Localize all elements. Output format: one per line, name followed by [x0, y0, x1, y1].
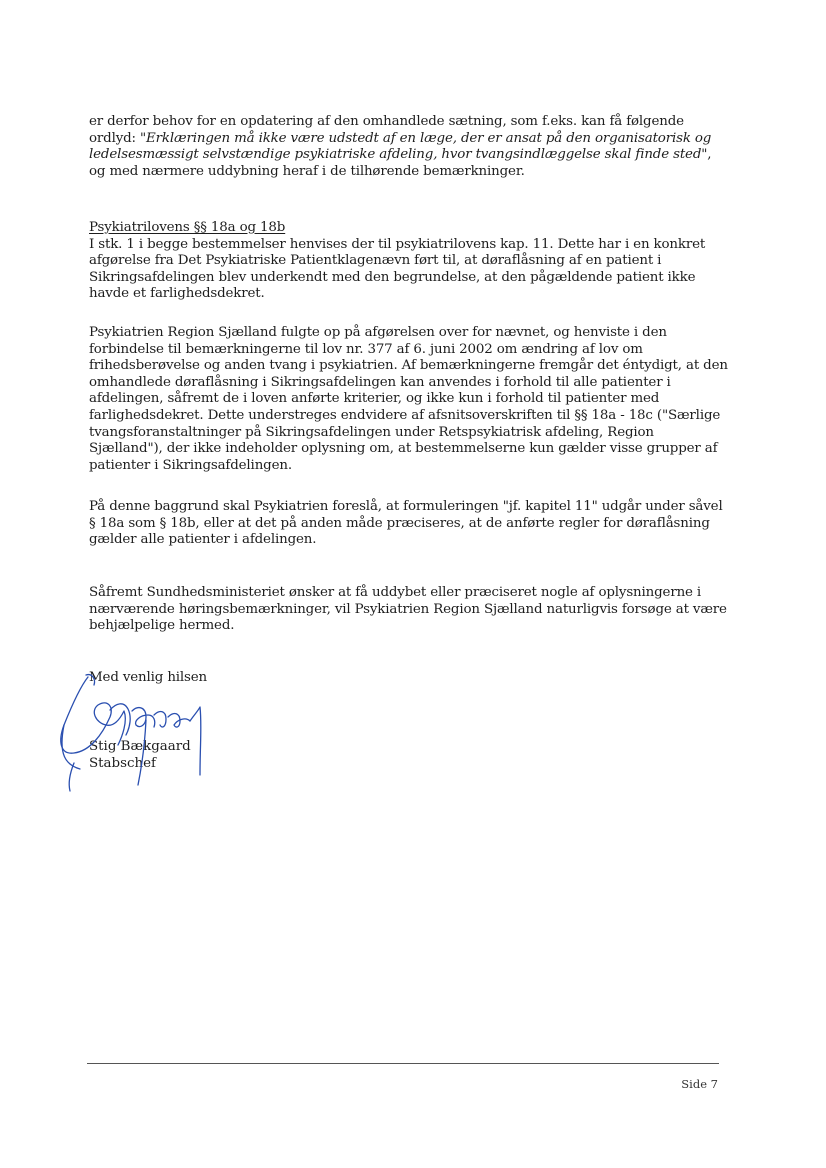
footer-divider — [87, 1063, 719, 1064]
paragraph-stk-1: I stk. 1 i begge bestemmelser henvises der til psykiatrilovens kap. 11. Dette har i en konkret afgørelse fra Det Psykiatriske Patientklagenævn ført til, at døraflåsning af en patient i Sikringsafdelingen blev underkendt med den begrundelse, at den pågældende patient ikke havde et farlighedsdekret. — [89, 236, 706, 302]
paragraph-follow-up-text: Psykiatrien Region Sjælland fulgte op på afgørelsen over for nævnet, og henviste i den forbindelse til bemærkningerne til lov nr. 377 af 6. juni 2002 om ændring af lov om frihedsberøvelse og anden tvang i psykiatrien. Af bemærkningerne fremgår det éntydigt, at den omhandlede døraflåsning i Sikringsafdelingen kan anvendes i forhold til alle patienter i afdelingen, såfremt de i loven anførte kriterier, og ikke kun i forhold til patienter med farlighedsdekret. Dette understreges endvidere af afsnitsoverskriften til §§ 18a - 18c ("Særlige tvangsforanstaltninger på Sikringsafdelingen under Retspsykiatrisk afdeling, Region Sjælland"), der ikke indeholder oplysning om, at bestemmelserne kun gælder visse grupper af patienter i Sikringsafdelingen. — [89, 325, 728, 473]
paragraph-follow-up — [89, 325, 729, 474]
handwritten-signature — [50, 665, 220, 800]
section-18a-18b — [89, 220, 729, 303]
paragraph-proposal — [89, 499, 729, 549]
greeting-text: Med venlig hilsen — [89, 670, 208, 685]
paragraph-lead: er derfor behov for en opdatering af den omhandlede sætning, som f.eks. kan få følgende ordlyd: " — [89, 114, 684, 146]
signer-name: Stig Bækgaard — [89, 739, 191, 754]
section-heading: Psykiatrilovens §§ 18a og 18b — [89, 220, 286, 235]
proposed-wording-quote: Erklæringen må ikke være udstedt af en læge, der er ansat på den organisatorisk og ledelsesmæssigt selvstændige psykiatriske afdeling, hvor tvangsindlæggelse skal finde sted — [89, 130, 712, 163]
paragraph-proposal-text: På denne baggrund skal Psykiatrien foreslå, at formuleringen "jf. kapitel 11" udgår under såvel § 18a som § 18b, eller at det på anden måde præciseres, at de anførte regler for døraflåsning gælder alle patienter i afdelingen. — [89, 499, 723, 548]
page-number: Side 7 — [681, 1077, 718, 1091]
paragraph-offer — [89, 585, 729, 635]
paragraph-tail: ", og med nærmere uddybning heraf i de tilhørende bemærkninger. — [89, 147, 712, 179]
signer-title: Stabschef — [89, 756, 156, 771]
paragraph-offer-text: Såfremt Sundhedsministeriet ønsker at få uddybet eller præciseret nogle af oplysningerne i nærværende høringsbemærkninger, vil Psykiatrien Region Sjælland naturligvis forsøge at være behjælpelige hermed. — [89, 585, 727, 634]
paragraph-proposed-wording — [89, 114, 729, 180]
